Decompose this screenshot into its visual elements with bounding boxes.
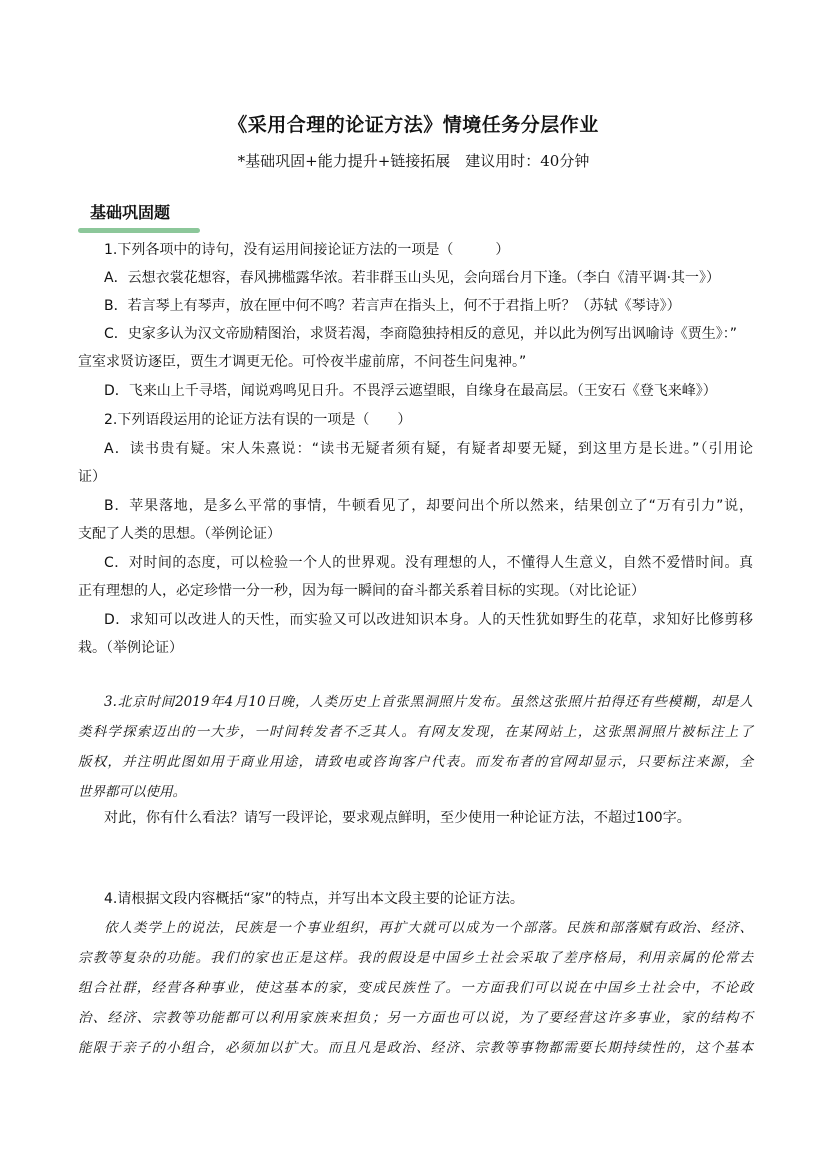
section-underline (78, 228, 200, 233)
q1-option-c-line1: C．史家多认为汉文帝励精图治，求贤若渴，李商隐独持相反的意见，并以此为例写出讽喻诗《贾生》：” (104, 326, 738, 342)
q2-option-d-line1: D．求知可以改进人的天性，而实验又可以改进知识本身。人的天性犹如野生的花草，求知好比修剪移 (104, 612, 753, 628)
q1-option-c-line2: 宣室求贤访逐臣，贾生才调更无伦。可怜夜半虚前席，不问苍生问鬼神。” (78, 354, 527, 370)
q4-paragraph-line5: 能限于亲子的小组合，必须加以扩大。而且凡是政治、经济、宗教等事物都需要长期持续性的，这个基本 (78, 1040, 753, 1056)
q3-paragraph-line3: 版权，并注明此图如用于商业用途，请致电或咨询客户代表。而发布者的官网却显示，只要标注来源，全 (78, 754, 753, 770)
q3-paragraph-line1: 3.北京时间2019年4月10日晚，人类历史上首张黑洞照片发布。虽然这张照片拍得还有些模糊，却是人 (104, 694, 753, 710)
q2-option-b-line1: B．苹果落地，是多么平常的事情，牛顿看见了，却要问出个所以然来，结果创立了“万有引力”说， (104, 498, 753, 514)
q3-question: 对此，你有什么看法？请写一段评论，要求观点鲜明，至少使用一种论证方法，不超过100字。 (104, 810, 691, 826)
page-title: 《采用合理的论证方法》情境任务分层作业 (228, 114, 599, 136)
q2-option-c-line1: C．对时间的态度，可以检验一个人的世界观。没有理想的人，不懂得人生意义，自然不爱惜时间。真 (104, 555, 753, 571)
page-subtitle: *基础巩固+能力提升+链接拓展 建议用时：40分钟 (237, 152, 590, 170)
q2-option-b-line2: 支配了人类的思想。（举例论证） (78, 526, 281, 542)
q2-option-c-line2: 正有理想的人，必定珍惜一分一秒，因为每一瞬间的奋斗都关系着目标的实现。（对比论证） (78, 583, 645, 599)
q4-paragraph-line4: 治、经济、宗教等功能都可以利用家族来担负；另一方面也可以说，为了要经营这许多事业，家的结构不 (78, 1010, 753, 1026)
section-header (78, 200, 200, 233)
q2-option-a-line1: A．读书贵有疑。宋人朱熹说：“读书无疑者须有疑，有疑者却要无疑，到这里方是长进。”（引用论 (104, 441, 753, 457)
q2-option-d-line2: 栽。（举例论证） (78, 640, 183, 656)
q2-stem: 2.下列语段运用的论证方法有误的一项是（ ） (104, 412, 412, 428)
q1-option-d: D．飞来山上千寻塔，闻说鸡鸣见日升。不畏浮云遮望眼，自缘身在最高层。（王安石《登飞来峰》） (104, 383, 717, 399)
q4-paragraph-line2: 宗教等复杂的功能。我们的家也正是这样。我的假设是中国乡土社会采取了差序格局，利用亲属的伦常去 (78, 950, 753, 966)
q3-paragraph-line2: 类科学探索迈出的一大步，一时间转发者不乏其人。有网友发现，在某网站上，这张黑洞照片被标注上了 (78, 724, 753, 740)
q1-option-a: A．云想衣裳花想容，春风拂槛露华浓。若非群玉山头见，会向瑶台月下逢。（李白《清平调·其一》） (104, 270, 721, 286)
q2-option-a-line2: 证） (78, 469, 106, 485)
q1-stem: 1.下列各项中的诗句，没有运用间接论证方法的一项是（ ） (104, 242, 510, 258)
q3-paragraph-line4: 世界都可以使用。 (78, 784, 186, 800)
q4-stem: 4.请根据文段内容概括“家”的特点，并写出本文段主要的论证方法。 (104, 891, 524, 907)
q4-paragraph-line1: 依人类学上的说法，民族是一个事业组织，再扩大就可以成为一个部落。民族和部落赋有政治、经济、 (104, 920, 753, 936)
section-label: 基础巩固题 (90, 203, 171, 222)
q4-paragraph-line3: 组合社群，经营各种事业，使这基本的家，变成民族性了。一方面我们可以说在中国乡土社会中，不论政 (78, 980, 753, 996)
q1-option-b: B．若言琴上有琴声，放在匣中何不鸣？若言声在指头上，何不于君指上听？（苏轼《琴诗》） (104, 298, 681, 314)
